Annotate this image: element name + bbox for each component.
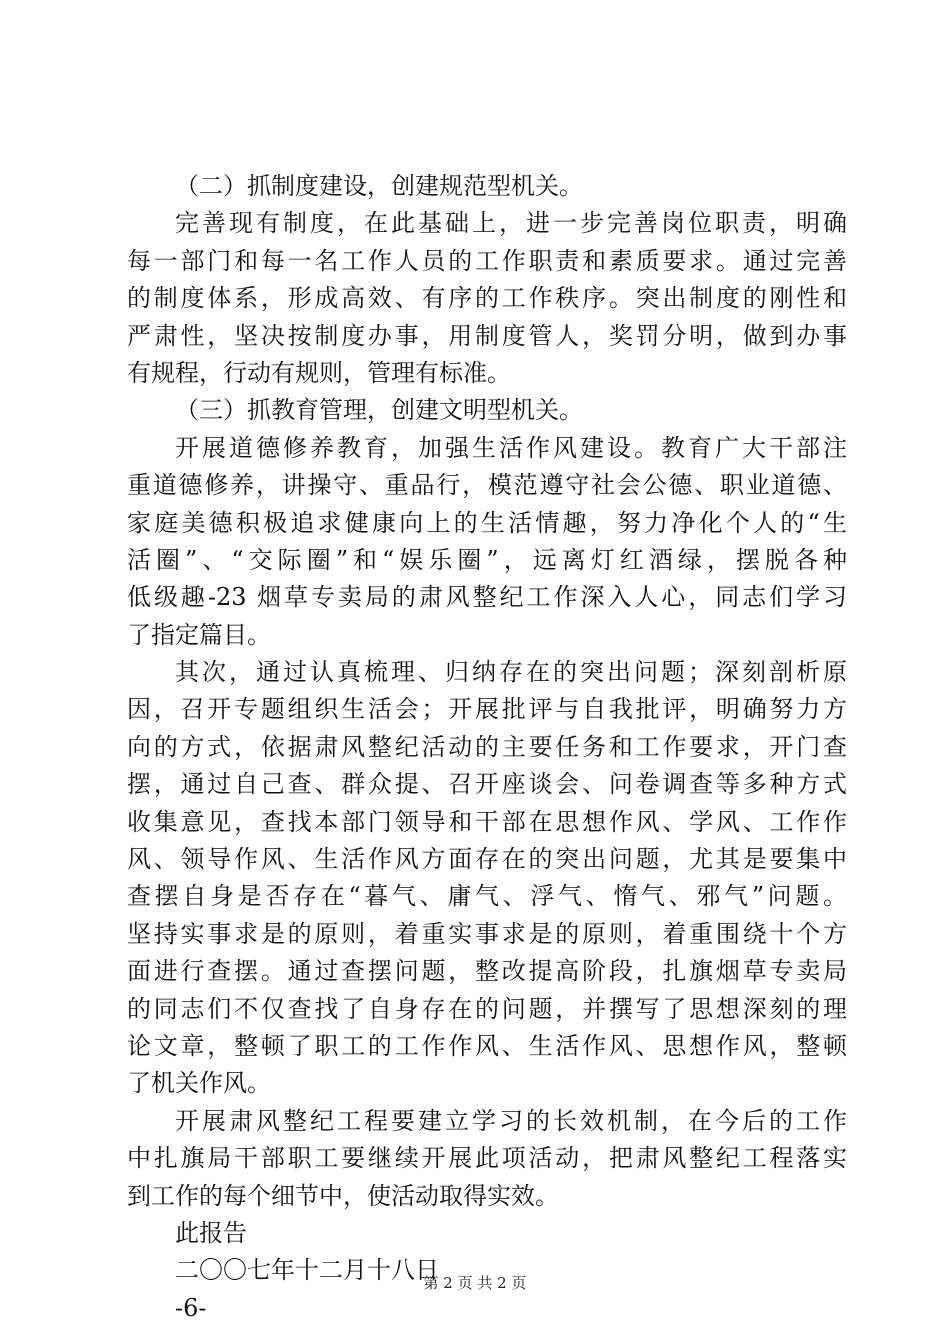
text-line: 坚持实事求是的原则，着重实事求是的原则，着重围绕十个方 bbox=[127, 919, 847, 948]
text-line: -6- bbox=[175, 1293, 207, 1322]
text-line: 中扎旗局干部职工要继续开展此项活动，把肃风整纪工程落实 bbox=[127, 1144, 847, 1173]
text-line: 风、领导作风、生活作风方面存在的突出问题，尤其是要集中 bbox=[127, 845, 847, 874]
text-line: 此报告 bbox=[175, 1218, 247, 1247]
text-line: 二〇〇七年十二月十八日 bbox=[175, 1256, 439, 1285]
text-line: 每一部门和每一名工作人员的工作职责和素质要求。通过完善 bbox=[127, 246, 847, 275]
text-line: 其次，通过认真梳理、归纳存在的突出问题；深刻剖析原 bbox=[175, 658, 847, 687]
text-line: 重道德修养，讲操守、重品行，模范遵守社会公德、职业道德、 bbox=[127, 471, 847, 500]
text-line: 完善现有制度，在此基础上，进一步完善岗位职责，明确 bbox=[175, 209, 847, 238]
text-line: （三）抓教育管理，创建文明型机关。 bbox=[175, 396, 583, 425]
text-line: 面进行查摆。通过查摆问题，整改提高阶段，扎旗烟草专卖局 bbox=[127, 957, 847, 986]
text-line: 摆，通过自己查、群众提、召开座谈会、问卷调查等多种方式 bbox=[127, 770, 847, 799]
text-line: 论文章，整顿了职工的工作作风、生活作风、思想作风，整顿 bbox=[127, 1031, 847, 1060]
text-line: （二）抓制度建设，创建规范型机关。 bbox=[175, 172, 583, 200]
text-line: 的制度体系，形成高效、有序的工作秩序。突出制度的刚性和 bbox=[127, 284, 847, 313]
text-line: 因，召开专题组织生活会；开展批评与自我批评，明确努力方 bbox=[127, 695, 847, 724]
page-footer: 第 2 页 共 2 页 bbox=[423, 1274, 527, 1292]
text-line: 收集意见，查找本部门领导和干部在思想作风、学风、工作作 bbox=[127, 807, 847, 836]
document-body bbox=[127, 168, 847, 1327]
text-line: 有规程，行动有规则，管理有标准。 bbox=[127, 358, 511, 387]
text-line: 到工作的每个细节中，使活动取得实效。 bbox=[127, 1181, 559, 1210]
text-line: 了机关作风。 bbox=[127, 1069, 271, 1098]
text-line: 严肃性，坚决按制度办事，用制度管人，奖罚分明，做到办事 bbox=[127, 321, 847, 350]
text-line: 开展肃风整纪工程要建立学习的长效机制，在今后的工作 bbox=[175, 1106, 847, 1135]
text-line: 查摆自身是否存在“暮气、庸气、浮气、惰气、邪气”问题。 bbox=[127, 882, 847, 911]
text-line: 家庭美德积极追求健康向上的生活情趣，努力净化个人的“生 bbox=[127, 508, 847, 537]
text-line: 了指定篇目。 bbox=[127, 620, 271, 649]
text-line: 的同志们不仅查找了自身存在的问题，并撰写了思想深刻的理 bbox=[127, 994, 847, 1023]
text-line: 低级趣-23 烟草专卖局的肃风整纪工作深入人心，同志们学习 bbox=[127, 583, 847, 612]
text-line: 向的方式，依据肃风整纪活动的主要任务和工作要求，开门查 bbox=[127, 732, 847, 761]
text-line: 活圈”、“交际圈”和“娱乐圈”，远离灯红酒绿，摆脱各种 bbox=[127, 545, 847, 574]
text-line: 开展道德修养教育，加强生活作风建设。教育广大干部注 bbox=[175, 433, 847, 462]
